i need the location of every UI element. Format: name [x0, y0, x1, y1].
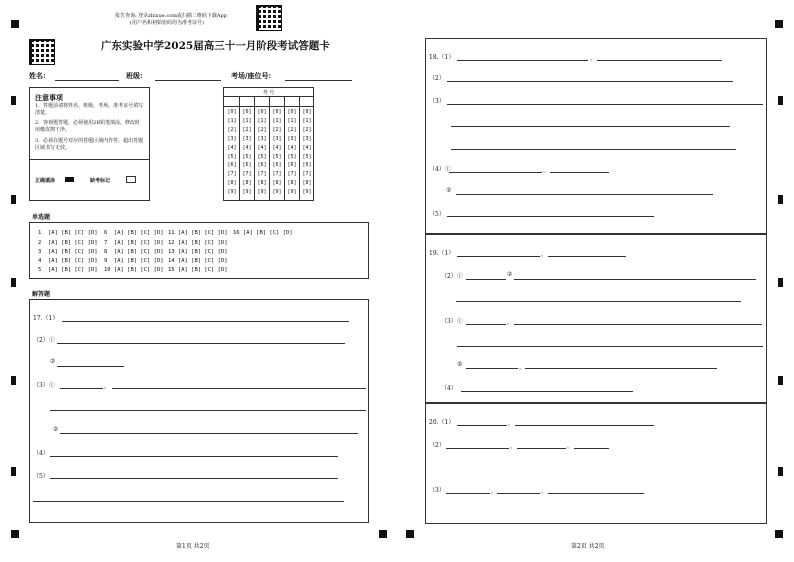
- corner-mark-bottom-left: [11, 530, 19, 538]
- side-tick: [778, 278, 783, 287]
- side-tick: [778, 96, 783, 105]
- q17-part3b-line[interactable]: [112, 388, 366, 389]
- exam-col-divider: [254, 96, 255, 200]
- q20-part1b-line[interactable]: [515, 425, 654, 426]
- q18-part4b-line[interactable]: [550, 172, 609, 173]
- side-tick: [11, 376, 16, 385]
- notice-item-1: 1．答题前请将姓名、班级、考场、准考证号填写清楚。: [35, 103, 144, 116]
- q18-part4-label: （4）①: [429, 166, 451, 173]
- q20-part2-sep1: ，: [510, 443, 517, 450]
- absent-mark-box[interactable]: [126, 176, 136, 183]
- q17-part3d-line[interactable]: [60, 433, 358, 434]
- page-1-footer: 第1页 共2页: [176, 543, 210, 550]
- q18-part1-label: 18.（1）: [429, 54, 455, 61]
- corner-mark-bottom-right: [775, 530, 783, 538]
- report-note-1: 报告查询: 登录zhixue.com或扫描二维码下载App: [115, 13, 227, 19]
- q18-part4a-line[interactable]: [449, 172, 542, 173]
- q17-part3a-line[interactable]: [60, 388, 103, 389]
- q18-part4-sep: ，: [543, 167, 550, 174]
- choice-item[interactable]: 14 [A] [B] [C] [D]: [168, 258, 228, 264]
- page-title: 广东实验中学2025届高三十一月阶段考试答题卡: [101, 40, 330, 52]
- q20-part3a-line[interactable]: [446, 493, 490, 494]
- q19-part1-label: 19.（1）: [429, 250, 455, 257]
- q20-part3b-line[interactable]: [497, 493, 540, 494]
- side-tick: [778, 467, 783, 476]
- page-2-footer: 第2页 共2页: [571, 543, 605, 550]
- choice-item[interactable]: 3 [A] [B] [C] [D]: [38, 249, 98, 255]
- notice-item-2: 2．客观题答题，必须使用2B铅笔填涂，修改时用橡皮擦干净。: [35, 120, 141, 133]
- q19-part2a-line[interactable]: [466, 279, 506, 280]
- side-tick: [11, 195, 16, 204]
- exam-digit-column[interactable]: [0] [1] [2] [3] [4] [5] [6] [7] [8] [9]: [242, 109, 252, 196]
- q17-part3-sep: ，: [104, 383, 111, 390]
- q18-part2-line[interactable]: [447, 81, 733, 82]
- q17-part2-label: （2）①: [33, 337, 55, 344]
- q20-answer-box: [425, 403, 767, 524]
- single-choice-box: [29, 222, 369, 279]
- side-tick: [778, 195, 783, 204]
- q17-part2-line[interactable]: [57, 343, 345, 344]
- side-tick: [11, 96, 16, 105]
- q19-part3a-line[interactable]: [466, 324, 506, 325]
- absent-mark-label: 缺考标记: [90, 178, 111, 184]
- q18-part3-line[interactable]: [447, 104, 763, 105]
- q19-part2c-line[interactable]: [456, 301, 741, 302]
- q17-part3-label: （3）①: [33, 382, 55, 389]
- q19-part2b-line[interactable]: [514, 279, 756, 280]
- correct-fill-sample: [65, 177, 74, 182]
- corner-mark-bottom-mid-left: [379, 530, 387, 538]
- choice-item[interactable]: 6 [A] [B] [C] [D]: [104, 230, 164, 236]
- q19-part3c-line[interactable]: [457, 346, 763, 347]
- exam-digit-column[interactable]: [0] [1] [2] [3] [4] [5] [6] [7] [8] [9]: [272, 109, 282, 196]
- q20-part2c-line[interactable]: [574, 448, 609, 449]
- q18-part1-sep: ，: [590, 55, 597, 62]
- exam-digit-column[interactable]: [0] [1] [2] [3] [4] [5] [6] [7] [8] [9]: [257, 109, 267, 196]
- side-tick: [778, 376, 783, 385]
- side-tick: [11, 467, 16, 476]
- corner-mark-top-left: [11, 20, 19, 28]
- app-qr-code: [256, 5, 282, 31]
- q18-part4c-line[interactable]: [456, 194, 713, 195]
- q20-part2a-line[interactable]: [446, 448, 509, 449]
- q17-part4-line[interactable]: [50, 456, 338, 457]
- exam-col-divider: [284, 96, 285, 200]
- choice-item[interactable]: 8 [A] [B] [C] [D]: [104, 249, 164, 255]
- q18-part3b-line[interactable]: [451, 126, 730, 127]
- choice-item[interactable]: 2 [A] [B] [C] [D]: [38, 240, 98, 246]
- choice-item[interactable]: 11 [A] [B] [C] [D]: [168, 230, 228, 236]
- sheet-qr-code: [29, 39, 55, 65]
- choice-item[interactable]: 16 [A] [B] [C] [D]: [233, 230, 293, 236]
- exam-number-label: 考 号: [262, 90, 275, 96]
- q17-part3c-line[interactable]: [50, 410, 366, 411]
- choice-item[interactable]: 1 [A] [B] [C] [D]: [38, 230, 98, 236]
- q19-part4-label: （4）: [441, 385, 457, 392]
- choice-item[interactable]: 13 [A] [B] [C] [D]: [168, 249, 228, 255]
- choice-item[interactable]: 5 [A] [B] [C] [D]: [38, 267, 98, 273]
- q18-answer-box: [425, 38, 767, 234]
- q20-part1a-line[interactable]: [457, 425, 507, 426]
- q17-part1-line[interactable]: [62, 321, 349, 322]
- q17-part4-label: （4）: [33, 450, 49, 457]
- name-label: 姓名:: [29, 71, 46, 80]
- q17-part1-label: 17.（1）: [33, 315, 59, 322]
- q17-part5-line[interactable]: [50, 478, 338, 479]
- name-field[interactable]: [55, 80, 119, 81]
- side-tick: [11, 278, 16, 287]
- q18-part1a-line[interactable]: [457, 60, 588, 61]
- q20-part1-label: 20.（1）: [429, 419, 455, 426]
- q19-part3d-label: ②: [457, 361, 463, 368]
- q20-part3c-line[interactable]: [548, 493, 644, 494]
- exam-digit-column[interactable]: [0] [1] [2] [3] [4] [5] [6] [7] [8] [9]: [302, 109, 312, 196]
- q19-part1-sep: ，: [541, 251, 548, 258]
- q18-part3c-line[interactable]: [451, 149, 736, 150]
- q17-part3d-label: ②: [53, 426, 59, 433]
- q19-part3-label: （3）①: [441, 318, 463, 325]
- exam-col-divider: [239, 96, 240, 200]
- exam-digit-column[interactable]: [0] [1] [2] [3] [4] [5] [6] [7] [8] [9]: [227, 109, 237, 196]
- exam-col-divider: [299, 96, 300, 200]
- class-label: 班级:: [126, 71, 143, 80]
- q17-part5b-line[interactable]: [33, 501, 344, 502]
- exam-col-divider: [269, 96, 270, 200]
- choice-item[interactable]: 7 [A] [B] [C] [D]: [104, 240, 164, 246]
- q19-part4-line[interactable]: [461, 391, 633, 392]
- choice-item[interactable]: 4 [A] [B] [C] [D]: [38, 258, 98, 264]
- q18-part1b-line[interactable]: [597, 60, 722, 61]
- choice-item[interactable]: 9 [A] [B] [C] [D]: [104, 258, 164, 264]
- q20-part3-sep2: ，: [541, 488, 548, 495]
- q18-part3-label: （3）: [429, 98, 445, 105]
- q19-part3-sep: ，: [507, 319, 514, 326]
- q18-part5-label: （5）: [429, 211, 445, 218]
- q20-part2b-line[interactable]: [517, 448, 566, 449]
- exam-digit-column[interactable]: [0] [1] [2] [3] [4] [5] [6] [7] [8] [9]: [287, 109, 297, 196]
- q19-part3b-line[interactable]: [514, 324, 762, 325]
- section-answer: 解答题: [32, 291, 51, 298]
- section-single-choice: 单选题: [32, 214, 51, 221]
- q19-part3d-line[interactable]: [466, 368, 518, 369]
- choice-item[interactable]: 12 [A] [B] [C] [D]: [168, 240, 228, 246]
- choice-item[interactable]: 15 [A] [B] [C] [D]: [168, 267, 228, 273]
- report-note-2: (用户名和初始密码均为准考证号): [130, 20, 204, 26]
- seat-field[interactable]: [285, 80, 352, 81]
- notice-item-3: 3．必须在题号对应的答题区域内作答，超出答题区域书写无效。: [35, 138, 144, 151]
- q19-part1b-line[interactable]: [548, 256, 626, 257]
- corner-mark-top-right: [775, 20, 783, 28]
- q19-part2b-label: ②: [507, 271, 513, 278]
- class-field[interactable]: [155, 80, 221, 81]
- q20-part2-sep2: ，: [567, 443, 574, 450]
- q17-answer-box: [29, 299, 369, 523]
- seat-label: 考场/座位号:: [231, 71, 272, 80]
- q18-part5-line[interactable]: [447, 216, 654, 217]
- q17-part5-label: （5）: [33, 473, 49, 480]
- corner-mark-bottom-mid-right: [406, 530, 414, 538]
- q19-part3e-line[interactable]: [525, 368, 717, 369]
- q19-part3d-sep: ，: [519, 364, 526, 371]
- q19-part2a-label: （2）①: [441, 273, 463, 280]
- q18-part2-label: （2）: [429, 75, 445, 82]
- correct-fill-label: 正确填涂: [35, 178, 56, 184]
- notice-title: 注意事项: [35, 93, 63, 102]
- q20-part2-label: （2）: [429, 442, 445, 449]
- notice-divider: [30, 159, 149, 160]
- q17-part2b-label: ②: [50, 358, 56, 365]
- q20-part3-sep1: ，: [491, 488, 498, 495]
- q18-part4c-label: ②: [446, 187, 452, 194]
- q20-part3-label: （3）: [429, 487, 445, 494]
- q20-part1-sep: ，: [508, 420, 515, 427]
- notice-box: [29, 87, 150, 201]
- exam-number-grid: [223, 87, 314, 201]
- q19-answer-box: [425, 234, 767, 403]
- q17-part2b-line[interactable]: [57, 366, 124, 367]
- q19-part1a-line[interactable]: [457, 256, 540, 257]
- choice-item[interactable]: 10 [A] [B] [C] [D]: [104, 267, 164, 273]
